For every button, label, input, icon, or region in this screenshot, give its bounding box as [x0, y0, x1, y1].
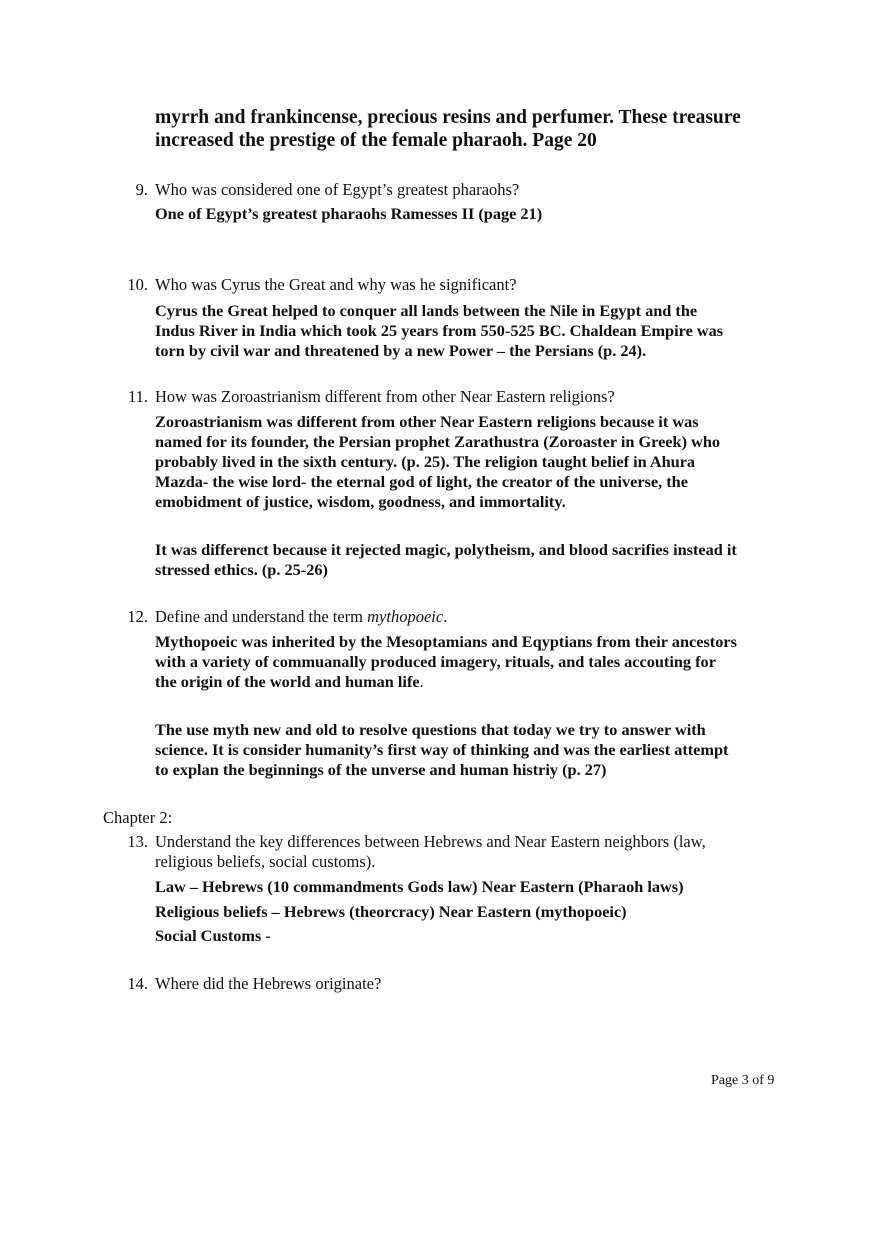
question-text: Who was considered one of Egypt’s greatest pharaohs? — [155, 180, 520, 199]
item-number: 11. — [127, 387, 148, 406]
answer-line: probably lived in the sixth century. (p. 25). The religion taught belief in Ahura — [155, 452, 696, 471]
item-number: 14. — [127, 974, 148, 993]
answer-line: Mythopoeic was inherited by the Mesoptamians and Eqyptians from their ancestors — [155, 632, 737, 651]
answer-line: One of Egypt’s greatest pharaohs Ramesses II (page 21) — [155, 204, 543, 223]
answer-line: named for its founder, the Persian prophet Zarathustra (Zoroaster in Greek) who — [155, 432, 721, 451]
answer-line: stressed ethics. (p. 25-26) — [155, 560, 328, 579]
answer-line: Mazda- the wise lord- the eternal god of light, the creator of the universe, the — [155, 472, 688, 491]
item-number: 13. — [127, 832, 148, 851]
question-text: Where did the Hebrews originate? — [155, 974, 382, 993]
question-text: Understand the key differences between Hebrews and Near Eastern neighbors (law, — [155, 832, 706, 851]
item-number: 12. — [127, 607, 148, 626]
answer-line: with a variety of commuanally produced imagery, rituals, and tales accouting for — [155, 652, 716, 671]
answer-line: emobidment of justice, wisdom, goodness, and immortality. — [155, 492, 566, 511]
term-mythopoeic: mythopoeic — [367, 607, 444, 626]
answer-line: torn by civil war and threatened by a new Power – the Persians (p. 24). — [155, 341, 647, 360]
question-prefix: Define and understand the term — [155, 607, 368, 626]
question-text — [155, 607, 447, 627]
answer-line — [155, 672, 424, 692]
answer-line: The use myth new and old to resolve questions that today we try to answer with — [155, 720, 706, 739]
answer-line: Indus River in India which took 25 years from 550-525 BC. Chaldean Empire was — [155, 321, 724, 340]
question-suffix: . — [443, 607, 448, 626]
answer-line: It was differenct because it rejected magic, polytheism, and blood sacrifies instead it — [155, 540, 737, 559]
item-number: 10. — [127, 275, 148, 294]
chapter-heading: Chapter 2: — [103, 808, 173, 827]
answer-line: Cyrus the Great helped to conquer all lands between the Nile in Egypt and the — [155, 301, 698, 320]
answer-line-period: . — [419, 672, 424, 691]
question-text: religious beliefs, social customs). — [155, 852, 376, 871]
answer-line: Zoroastrianism was different from other Near Eastern religions because it was — [155, 412, 699, 431]
continuation-line-1: myrrh and frankincense, precious resins and perfumer. These treasure — [155, 107, 741, 128]
answer-line: to explan the beginnings of the unverse and human histriy (p. 27) — [155, 760, 607, 779]
page-number-footer: Page 3 of 9 — [711, 1073, 775, 1088]
answer-line: science. It is consider humanity’s first way of thinking and was the earliest attempt — [155, 740, 729, 759]
question-text: Who was Cyrus the Great and why was he significant? — [155, 275, 517, 294]
answer-law: Law – Hebrews (10 commandments Gods law) Near Eastern (Pharaoh laws) — [155, 877, 684, 896]
item-number: 9. — [135, 180, 148, 199]
answer-social-customs: Social Customs - — [155, 926, 271, 945]
answer-religious-beliefs: Religious beliefs – Hebrews (theorcracy) Near Eastern (mythopoeic) — [155, 902, 627, 921]
continuation-line-2: increased the prestige of the female pharaoh. Page 20 — [155, 130, 597, 151]
answer-line-text: the origin of the world and human life — [155, 672, 420, 691]
question-text: How was Zoroastrianism different from other Near Eastern religions? — [155, 387, 615, 406]
